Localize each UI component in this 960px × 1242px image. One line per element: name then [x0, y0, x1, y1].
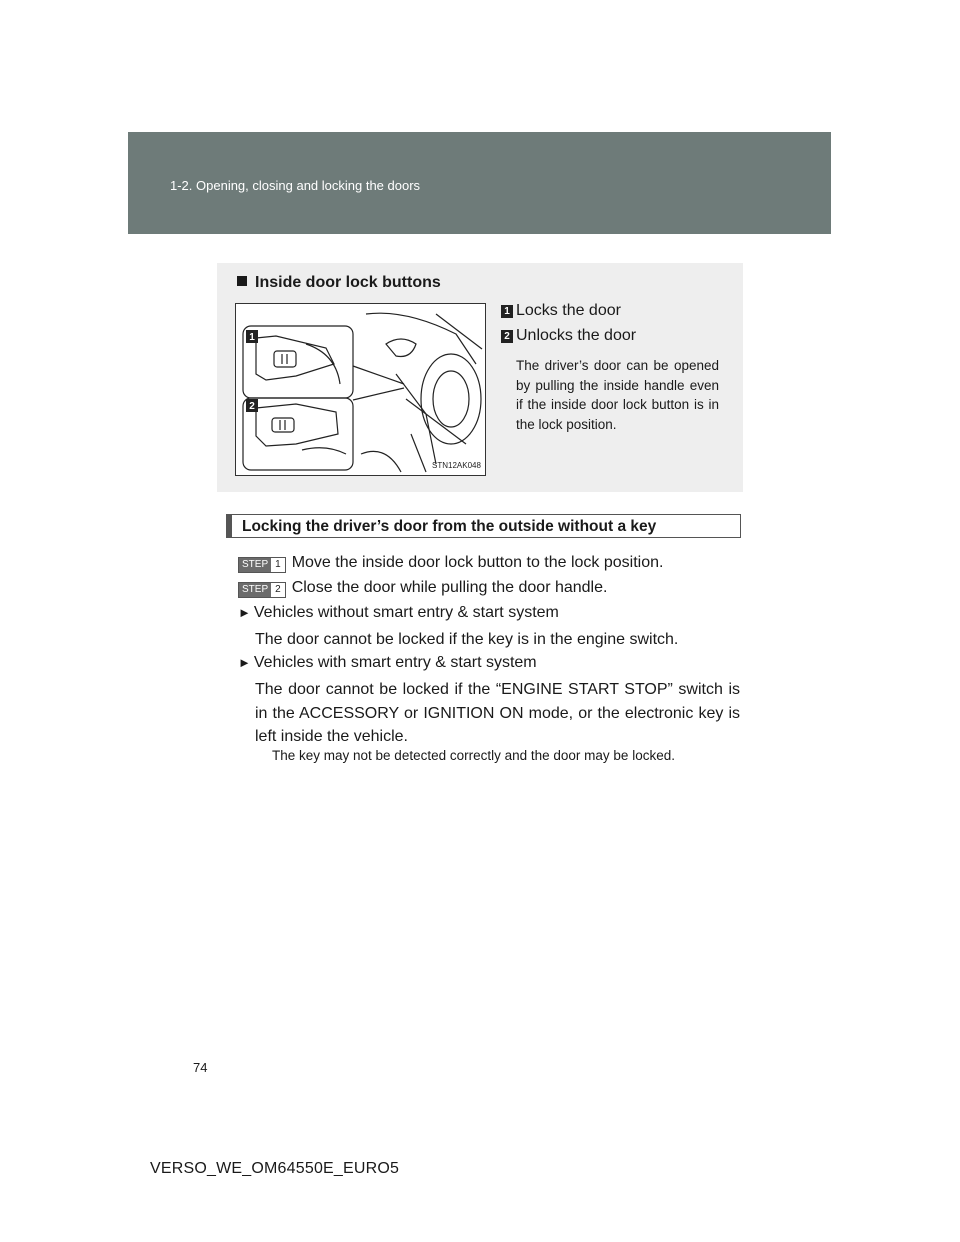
- triangle-right-icon: ►: [238, 605, 251, 620]
- step-1: [238, 554, 663, 573]
- box-heading-text: Inside door lock buttons: [255, 274, 441, 291]
- section-header-title: 1-2. Opening, closing and locking the doors: [170, 178, 421, 193]
- step-badge-1: STEP 1: [238, 557, 286, 573]
- box-note: The driver’s door can be opened by pulling the inside handle even if the inside door lock button is in the lock position.: [516, 358, 719, 432]
- legend-item-2: [501, 327, 636, 345]
- callout-1-label: 1: [249, 332, 255, 343]
- step-2: [238, 579, 607, 598]
- detection-note: The key may not be detected correctly and the door may be locked.: [272, 748, 675, 763]
- legend-item-1: [501, 302, 621, 320]
- section-title-bar: [226, 514, 741, 538]
- door-interior-drawing: [236, 304, 485, 475]
- section-title: Locking the driver’s door from the outside without a key: [242, 518, 657, 535]
- variant-2-label: ► Vehicles with smart entry & start system: [238, 654, 537, 671]
- step-2-text: Close the door while pulling the door handle.: [291, 579, 608, 596]
- callout-2-label: 2: [249, 401, 255, 412]
- legend-badge-1: 1: [501, 305, 513, 318]
- step-badge-2: STEP 2: [238, 582, 286, 598]
- legend-label-2: Unlocks the door: [516, 327, 637, 344]
- legend-label-1: Locks the door: [516, 302, 621, 319]
- step-1-text: Move the inside door lock button to the lock position.: [291, 554, 664, 571]
- illustration-code: STN12AK048: [432, 461, 481, 470]
- variant-2-text: The door cannot be locked if the “ENGINE START STOP” switch is in the ACCESSORY or IGNITION ON mode, or the electronic key is left inside the vehicle.: [255, 681, 740, 745]
- legend-badge-2: 2: [501, 330, 513, 343]
- door-lock-illustration: [235, 303, 486, 476]
- page-number: 74: [193, 1060, 208, 1075]
- variant-1-text: The door cannot be locked if the key is in the engine switch.: [255, 631, 679, 648]
- variant-1-label: ► Vehicles without smart entry & start system: [238, 604, 559, 621]
- square-bullet-icon: [237, 276, 247, 286]
- document-code: VERSO_WE_OM64550E_EURO5: [150, 1160, 400, 1177]
- box-heading: [237, 274, 441, 292]
- triangle-right-icon: ►: [238, 655, 251, 670]
